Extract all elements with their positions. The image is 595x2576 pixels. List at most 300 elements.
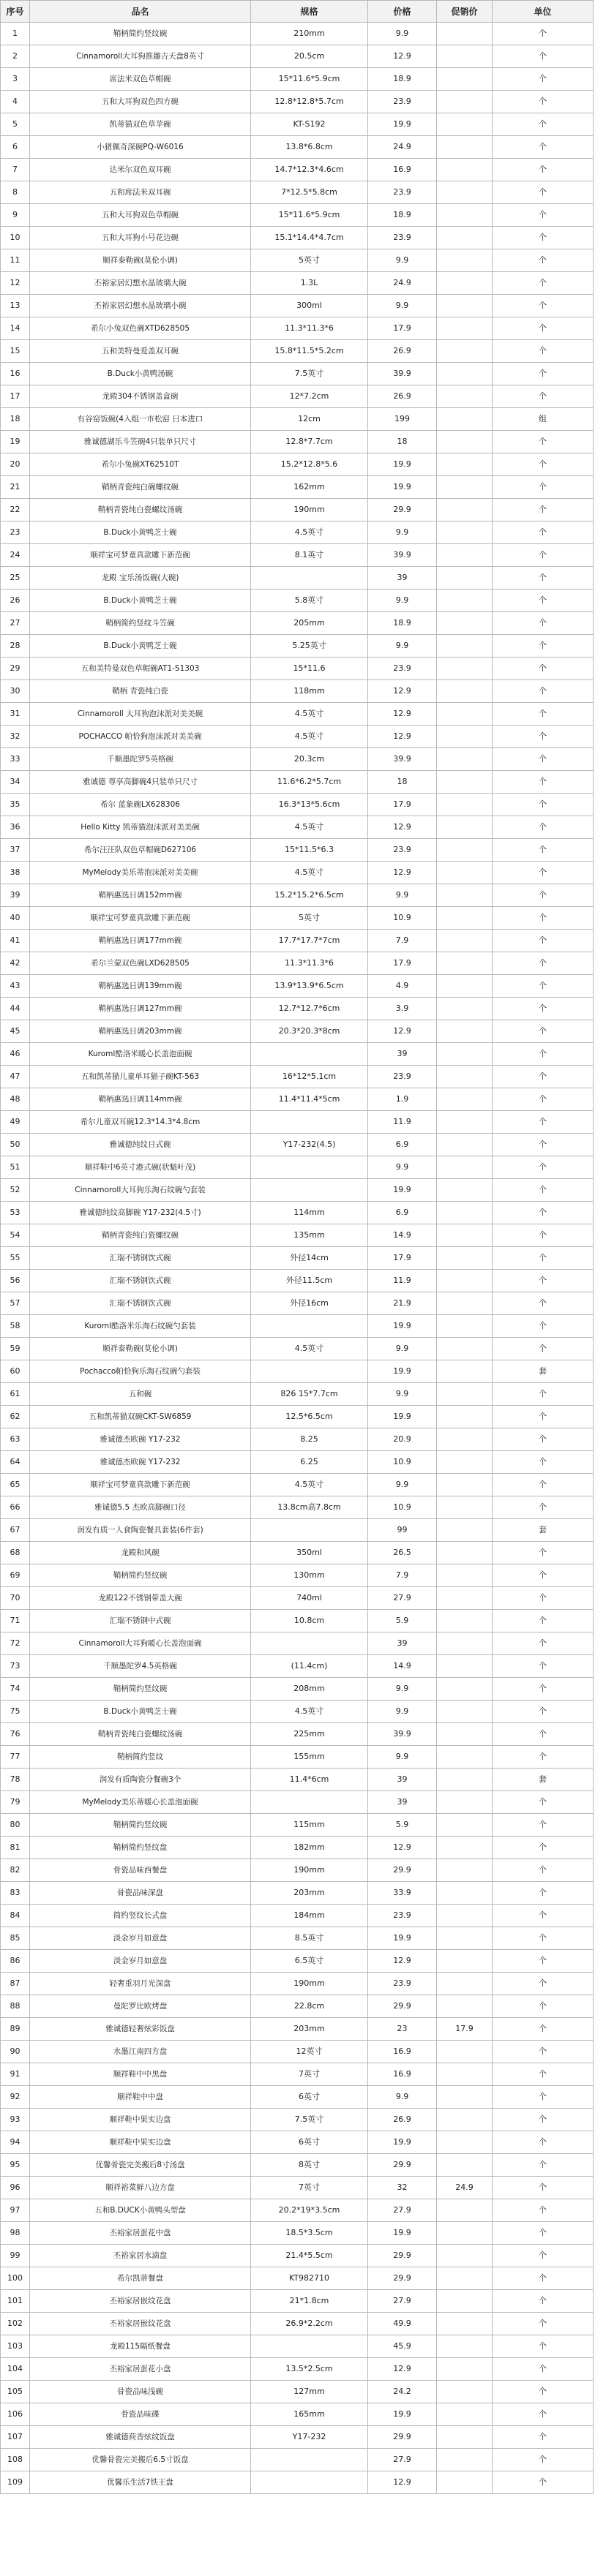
cell-spec[interactable]: 外径11.5cm — [251, 1270, 368, 1292]
cell-price[interactable]: 1.9 — [368, 1088, 437, 1111]
cell-product-name[interactable]: 雅诚德纯纹高脚碗 Y17-232(4.5寸) — [30, 1202, 251, 1224]
table-row[interactable] — [1, 952, 594, 975]
cell-product-name[interactable]: 鞘柄惠选日调114mm碗 — [30, 1088, 251, 1111]
cell-product-name[interactable]: Cinnamoroll 大耳狗泡沫派对美美碗 — [30, 703, 251, 726]
table-row[interactable] — [1, 1723, 594, 1746]
cell-unit[interactable]: 个 — [493, 884, 594, 907]
cell-spec[interactable]: 12.8*12.8*5.7cm — [251, 91, 368, 113]
table-row[interactable] — [1, 1610, 594, 1632]
cell-unit[interactable]: 个 — [493, 1859, 594, 1882]
table-row[interactable] — [1, 45, 594, 68]
cell-index[interactable]: 91 — [1, 2063, 30, 2086]
cell-index[interactable]: 99 — [1, 2245, 30, 2267]
cell-unit[interactable]: 个 — [493, 113, 594, 136]
table-row[interactable] — [1, 1791, 594, 1814]
cell-unit[interactable]: 个 — [493, 703, 594, 726]
cell-promo-price[interactable] — [437, 2222, 493, 2245]
cell-index[interactable]: 13 — [1, 295, 30, 317]
cell-index[interactable]: 54 — [1, 1224, 30, 1247]
cell-product-name[interactable]: 鞘柄简约竖纹碗 — [30, 23, 251, 45]
cell-price[interactable]: 23.9 — [368, 181, 437, 204]
cell-unit[interactable]: 个 — [493, 1814, 594, 1837]
cell-price[interactable]: 17.9 — [368, 794, 437, 816]
cell-product-name[interactable]: 丕裕家居水滴盘 — [30, 2245, 251, 2267]
table-row[interactable] — [1, 907, 594, 930]
cell-product-name[interactable]: 希尔小兔碗XT62510T — [30, 453, 251, 476]
table-row[interactable] — [1, 794, 594, 816]
cell-promo-price[interactable] — [437, 2109, 493, 2131]
cell-unit[interactable]: 个 — [493, 612, 594, 635]
cell-unit[interactable]: 个 — [493, 295, 594, 317]
cell-product-name[interactable]: 希尔凯蒂餐盘 — [30, 2267, 251, 2290]
cell-product-name[interactable]: 五和大耳狗双色草帽碗 — [30, 204, 251, 227]
cell-price[interactable]: 11.9 — [368, 1111, 437, 1134]
cell-product-name[interactable]: Cinnamoroll大耳狗暖心长盖泡面碗 — [30, 1632, 251, 1655]
cell-unit[interactable]: 个 — [493, 2449, 594, 2471]
cell-promo-price[interactable] — [437, 2290, 493, 2313]
cell-spec[interactable]: 114mm — [251, 1202, 368, 1224]
cell-spec[interactable]: 6.5英寸 — [251, 1950, 368, 1973]
cell-index[interactable]: 27 — [1, 612, 30, 635]
table-row[interactable] — [1, 1202, 594, 1224]
cell-promo-price[interactable] — [437, 136, 493, 159]
cell-price[interactable]: 9.9 — [368, 1383, 437, 1406]
cell-promo-price[interactable] — [437, 113, 493, 136]
table-row[interactable] — [1, 363, 594, 385]
cell-product-name[interactable]: 顺祥宝可梦童真款雕下新范碗 — [30, 1474, 251, 1496]
cell-unit[interactable]: 个 — [493, 2063, 594, 2086]
cell-price[interactable]: 24.9 — [368, 136, 437, 159]
cell-spec[interactable] — [251, 1791, 368, 1814]
header-unit[interactable]: 单位 — [493, 1, 594, 23]
cell-price[interactable]: 19.9 — [368, 2222, 437, 2245]
cell-price[interactable]: 29.9 — [368, 499, 437, 521]
cell-promo-price[interactable] — [437, 1292, 493, 1315]
cell-price[interactable]: 9.9 — [368, 590, 437, 612]
cell-price[interactable]: 9.9 — [368, 521, 437, 544]
cell-price[interactable]: 199 — [368, 408, 437, 431]
cell-unit[interactable]: 套 — [493, 1769, 594, 1791]
cell-promo-price[interactable] — [437, 2041, 493, 2063]
header-product-name[interactable]: 品名 — [30, 1, 251, 23]
cell-price[interactable]: 9.9 — [368, 884, 437, 907]
cell-index[interactable]: 4 — [1, 91, 30, 113]
table-row[interactable] — [1, 2449, 594, 2471]
table-row[interactable] — [1, 1406, 594, 1428]
table-row[interactable] — [1, 1315, 594, 1338]
header-index[interactable]: 序号 — [1, 1, 30, 23]
cell-unit[interactable]: 个 — [493, 2018, 594, 2041]
cell-unit[interactable]: 个 — [493, 272, 594, 295]
cell-promo-price[interactable] — [437, 1769, 493, 1791]
cell-spec[interactable]: 18.5*3.5cm — [251, 2222, 368, 2245]
cell-index[interactable]: 84 — [1, 1905, 30, 1927]
cell-unit[interactable]: 个 — [493, 2199, 594, 2222]
cell-index[interactable]: 64 — [1, 1451, 30, 1474]
cell-price[interactable]: 24.9 — [368, 272, 437, 295]
cell-price[interactable]: 6.9 — [368, 1134, 437, 1156]
cell-index[interactable]: 28 — [1, 635, 30, 658]
cell-index[interactable]: 100 — [1, 2267, 30, 2290]
cell-product-name[interactable]: 雅诚德 尊享高脚碗4只装单只尺寸 — [30, 771, 251, 794]
cell-index[interactable]: 73 — [1, 1655, 30, 1678]
cell-spec[interactable]: 11.4*11.4*5cm — [251, 1088, 368, 1111]
table-row[interactable] — [1, 2313, 594, 2335]
cell-promo-price[interactable] — [437, 2381, 493, 2403]
cell-unit[interactable]: 个 — [493, 635, 594, 658]
cell-promo-price[interactable] — [437, 1882, 493, 1905]
cell-price[interactable]: 26.9 — [368, 385, 437, 408]
cell-promo-price[interactable] — [437, 544, 493, 567]
cell-price[interactable]: 27.9 — [368, 1587, 437, 1610]
cell-price[interactable]: 9.9 — [368, 1156, 437, 1179]
cell-product-name[interactable]: 希尔 蓝象碗LX628306 — [30, 794, 251, 816]
cell-product-name[interactable]: 顺祥鞋中果实边盘 — [30, 2131, 251, 2154]
cell-product-name[interactable]: 鞘柄青瓷纯白瓷螺纹汤碗 — [30, 1723, 251, 1746]
cell-product-name[interactable]: 丕裕家居幻想水晶玻璃小碗 — [30, 295, 251, 317]
cell-spec[interactable]: 11.3*11.3*6 — [251, 952, 368, 975]
cell-index[interactable]: 75 — [1, 1701, 30, 1723]
cell-price[interactable]: 32 — [368, 2177, 437, 2199]
cell-product-name[interactable]: 希尔儿童双耳碗12.3*14.3*4.8cm — [30, 1111, 251, 1134]
table-row[interactable] — [1, 1859, 594, 1882]
cell-spec[interactable] — [251, 1315, 368, 1338]
cell-price[interactable]: 16.9 — [368, 2041, 437, 2063]
cell-promo-price[interactable] — [437, 703, 493, 726]
table-row[interactable] — [1, 249, 594, 272]
cell-price[interactable]: 12.9 — [368, 726, 437, 748]
header-price[interactable]: 价格 — [368, 1, 437, 23]
table-row[interactable] — [1, 1428, 594, 1451]
cell-price[interactable]: 19.9 — [368, 1315, 437, 1338]
cell-unit[interactable]: 个 — [493, 385, 594, 408]
cell-price[interactable]: 27.9 — [368, 2290, 437, 2313]
cell-unit[interactable]: 个 — [493, 975, 594, 998]
cell-unit[interactable]: 个 — [493, 2109, 594, 2131]
cell-price[interactable]: 24.2 — [368, 2381, 437, 2403]
cell-index[interactable]: 22 — [1, 499, 30, 521]
cell-product-name[interactable]: 龙殿115隔纸餐盘 — [30, 2335, 251, 2358]
cell-promo-price[interactable] — [437, 340, 493, 363]
cell-index[interactable]: 18 — [1, 408, 30, 431]
cell-promo-price[interactable] — [437, 1791, 493, 1814]
table-row[interactable] — [1, 1655, 594, 1678]
cell-product-name[interactable]: 希尔兰蒙双色碗LXD628505 — [30, 952, 251, 975]
cell-spec[interactable]: 155mm — [251, 1746, 368, 1769]
cell-index[interactable]: 78 — [1, 1769, 30, 1791]
cell-index[interactable]: 30 — [1, 680, 30, 703]
cell-unit[interactable]: 个 — [493, 1043, 594, 1066]
table-row[interactable] — [1, 1814, 594, 1837]
table-row[interactable] — [1, 1156, 594, 1179]
cell-index[interactable]: 80 — [1, 1814, 30, 1837]
table-row[interactable] — [1, 431, 594, 453]
cell-index[interactable]: 66 — [1, 1496, 30, 1519]
cell-price[interactable]: 39 — [368, 567, 437, 590]
cell-unit[interactable]: 个 — [493, 816, 594, 839]
cell-spec[interactable]: 15*11.6 — [251, 658, 368, 680]
cell-product-name[interactable]: 顺祥鞋中中黑盘 — [30, 2063, 251, 2086]
cell-price[interactable]: 39.9 — [368, 363, 437, 385]
cell-promo-price[interactable] — [437, 567, 493, 590]
cell-unit[interactable]: 个 — [493, 1701, 594, 1723]
cell-spec[interactable]: 11.3*11.3*6 — [251, 317, 368, 340]
table-row[interactable] — [1, 1519, 594, 1542]
cell-index[interactable]: 92 — [1, 2086, 30, 2109]
cell-price[interactable]: 9.9 — [368, 1678, 437, 1701]
cell-spec[interactable]: 20.3*20.3*8cm — [251, 1020, 368, 1043]
cell-price[interactable]: 23.9 — [368, 1905, 437, 1927]
cell-unit[interactable]: 个 — [493, 68, 594, 91]
cell-spec[interactable]: 8.25 — [251, 1428, 368, 1451]
cell-price[interactable]: 29.9 — [368, 2245, 437, 2267]
cell-price[interactable]: 9.9 — [368, 1746, 437, 1769]
cell-index[interactable]: 8 — [1, 181, 30, 204]
cell-price[interactable]: 39 — [368, 1769, 437, 1791]
table-row[interactable] — [1, 1043, 594, 1066]
cell-promo-price[interactable] — [437, 2449, 493, 2471]
cell-price[interactable]: 3.9 — [368, 998, 437, 1020]
cell-spec[interactable]: 4.5英寸 — [251, 521, 368, 544]
cell-promo-price[interactable] — [437, 1224, 493, 1247]
cell-price[interactable]: 10.9 — [368, 1451, 437, 1474]
cell-product-name[interactable]: 鞘柄简约竖纹斗笠碗 — [30, 612, 251, 635]
cell-product-name[interactable]: 龙殿122不锈钢带盖大碗 — [30, 1587, 251, 1610]
cell-product-name[interactable]: 雅诚德杰欧碗 Y17-232 — [30, 1451, 251, 1474]
cell-spec[interactable]: 184mm — [251, 1905, 368, 1927]
cell-price[interactable]: 11.9 — [368, 1270, 437, 1292]
cell-spec[interactable] — [251, 1156, 368, 1179]
cell-product-name[interactable]: Cinnamoroll大耳狗乐淘石纹碗勺套装 — [30, 1179, 251, 1202]
cell-promo-price[interactable] — [437, 2335, 493, 2358]
cell-spec[interactable]: 4.5英寸 — [251, 1701, 368, 1723]
cell-unit[interactable]: 个 — [493, 1088, 594, 1111]
cell-product-name[interactable]: 顺祥泰勒碗(莫伦小调) — [30, 249, 251, 272]
cell-price[interactable]: 19.9 — [368, 476, 437, 499]
cell-unit[interactable]: 个 — [493, 1791, 594, 1814]
table-row[interactable] — [1, 1088, 594, 1111]
cell-spec[interactable]: 6英寸 — [251, 2086, 368, 2109]
cell-price[interactable]: 9.9 — [368, 635, 437, 658]
cell-unit[interactable]: 个 — [493, 1179, 594, 1202]
table-row[interactable] — [1, 2267, 594, 2290]
cell-price[interactable]: 45.9 — [368, 2335, 437, 2358]
cell-spec[interactable]: 225mm — [251, 1723, 368, 1746]
cell-product-name[interactable]: 顺祥鞋中中盘 — [30, 2086, 251, 2109]
cell-spec[interactable]: 11.6*6.2*5.7cm — [251, 771, 368, 794]
cell-promo-price[interactable] — [437, 726, 493, 748]
cell-product-name[interactable]: 鞘柄青瓷纯白碗螺纹碗 — [30, 476, 251, 499]
cell-index[interactable]: 21 — [1, 476, 30, 499]
cell-spec[interactable]: 21*1.8cm — [251, 2290, 368, 2313]
cell-promo-price[interactable] — [437, 1950, 493, 1973]
cell-spec[interactable]: 15.8*11.5*5.2cm — [251, 340, 368, 363]
table-row[interactable] — [1, 1224, 594, 1247]
cell-unit[interactable]: 个 — [493, 1156, 594, 1179]
cell-unit[interactable]: 个 — [493, 1474, 594, 1496]
cell-price[interactable]: 12.9 — [368, 1950, 437, 1973]
cell-unit[interactable]: 个 — [493, 204, 594, 227]
cell-spec[interactable]: 6英寸 — [251, 2131, 368, 2154]
table-row[interactable] — [1, 1701, 594, 1723]
cell-spec[interactable]: 13.8*6.8cm — [251, 136, 368, 159]
cell-index[interactable]: 61 — [1, 1383, 30, 1406]
cell-spec[interactable]: 14.7*12.3*4.6cm — [251, 159, 368, 181]
cell-unit[interactable]: 个 — [493, 363, 594, 385]
cell-price[interactable]: 39 — [368, 1043, 437, 1066]
cell-promo-price[interactable] — [437, 748, 493, 771]
cell-product-name[interactable]: 鞘柄惠选日调152mm碗 — [30, 884, 251, 907]
cell-unit[interactable]: 个 — [493, 1134, 594, 1156]
cell-promo-price[interactable] — [437, 385, 493, 408]
cell-product-name[interactable]: 希尔汪汪队双色草帽碗D627106 — [30, 839, 251, 862]
cell-unit[interactable]: 个 — [493, 521, 594, 544]
cell-product-name[interactable]: B.Duck小黄鸭芝士碗 — [30, 521, 251, 544]
cell-index[interactable]: 77 — [1, 1746, 30, 1769]
cell-promo-price[interactable] — [437, 1428, 493, 1451]
cell-promo-price[interactable] — [437, 1247, 493, 1270]
table-row[interactable] — [1, 1270, 594, 1292]
cell-price[interactable]: 27.9 — [368, 2449, 437, 2471]
table-row[interactable] — [1, 726, 594, 748]
cell-promo-price[interactable] — [437, 499, 493, 521]
cell-spec[interactable] — [251, 1043, 368, 1066]
cell-price[interactable]: 18.9 — [368, 612, 437, 635]
cell-product-name[interactable]: 鞘柄简约竖纹碗 — [30, 1564, 251, 1587]
table-row[interactable] — [1, 771, 594, 794]
cell-product-name[interactable]: Cinnamoroll大耳狗推趣吉天盘8英寸 — [30, 45, 251, 68]
cell-spec[interactable]: 13.5*2.5cm — [251, 2358, 368, 2381]
table-row[interactable] — [1, 136, 594, 159]
header-spec[interactable]: 规格 — [251, 1, 368, 23]
cell-product-name[interactable]: 骨瓷品味深盘 — [30, 1882, 251, 1905]
cell-promo-price[interactable] — [437, 2471, 493, 2494]
cell-unit[interactable]: 个 — [493, 1837, 594, 1859]
cell-spec[interactable]: 4.5英寸 — [251, 862, 368, 884]
cell-product-name[interactable]: 五和美特曼爱盖双耳碗 — [30, 340, 251, 363]
cell-unit[interactable]: 个 — [493, 1451, 594, 1474]
cell-promo-price[interactable] — [437, 930, 493, 952]
cell-product-name[interactable]: 小猪佩奇深碗PQ-W6016 — [30, 136, 251, 159]
cell-price[interactable]: 17.9 — [368, 1247, 437, 1270]
cell-unit[interactable]: 个 — [493, 1882, 594, 1905]
cell-product-name[interactable]: 五和凯蒂猫儿童单耳猫子碗KT-563 — [30, 1066, 251, 1088]
cell-index[interactable]: 38 — [1, 862, 30, 884]
cell-promo-price[interactable] — [437, 1973, 493, 1995]
cell-product-name[interactable]: 丕裕家居蛋花小盘 — [30, 2358, 251, 2381]
cell-promo-price[interactable] — [437, 1202, 493, 1224]
cell-product-name[interactable]: 骨瓷品味西餐盘 — [30, 1859, 251, 1882]
cell-spec[interactable]: 7.5英寸 — [251, 363, 368, 385]
cell-spec[interactable]: 12.8*7.7cm — [251, 431, 368, 453]
cell-unit[interactable]: 个 — [493, 2222, 594, 2245]
table-row[interactable] — [1, 1950, 594, 1973]
cell-unit[interactable]: 个 — [493, 590, 594, 612]
cell-unit[interactable]: 套 — [493, 1360, 594, 1383]
table-row[interactable] — [1, 159, 594, 181]
cell-product-name[interactable]: 鞘柄惠选日调139mm碗 — [30, 975, 251, 998]
cell-product-name[interactable]: POCHACCO 帕恰狗泡沫派对美美碗 — [30, 726, 251, 748]
cell-spec[interactable]: 300ml — [251, 295, 368, 317]
table-row[interactable] — [1, 2426, 594, 2449]
table-row[interactable] — [1, 1338, 594, 1360]
cell-unit[interactable]: 个 — [493, 453, 594, 476]
cell-unit[interactable]: 个 — [493, 1995, 594, 2018]
cell-price[interactable]: 99 — [368, 1519, 437, 1542]
cell-price[interactable]: 18.9 — [368, 204, 437, 227]
cell-price[interactable]: 14.9 — [368, 1224, 437, 1247]
cell-product-name[interactable]: 五和美特曼双色草帽碗AT1-S1303 — [30, 658, 251, 680]
cell-promo-price[interactable] — [437, 1701, 493, 1723]
cell-promo-price[interactable] — [437, 1905, 493, 1927]
cell-product-name[interactable]: Hello Kitty 凯蒂猫泡沫派对美美碗 — [30, 816, 251, 839]
cell-spec[interactable]: Y17-232(4.5) — [251, 1134, 368, 1156]
cell-unit[interactable]: 个 — [493, 1338, 594, 1360]
cell-spec[interactable]: 16.3*13*5.6cm — [251, 794, 368, 816]
cell-unit[interactable]: 个 — [493, 2245, 594, 2267]
cell-index[interactable]: 98 — [1, 2222, 30, 2245]
cell-promo-price[interactable] — [437, 1360, 493, 1383]
cell-product-name[interactable]: 五和碗 — [30, 1383, 251, 1406]
cell-index[interactable]: 48 — [1, 1088, 30, 1111]
cell-unit[interactable]: 个 — [493, 2426, 594, 2449]
table-row[interactable] — [1, 1973, 594, 1995]
table-row[interactable] — [1, 2041, 594, 2063]
cell-product-name[interactable]: 五和席法米双耳碗 — [30, 181, 251, 204]
cell-spec[interactable] — [251, 1111, 368, 1134]
cell-product-name[interactable]: 顺祥鞋中6英寸港式碗(状魁叶茂) — [30, 1156, 251, 1179]
cell-spec[interactable]: 4.5英寸 — [251, 1474, 368, 1496]
cell-promo-price[interactable] — [437, 1564, 493, 1587]
cell-unit[interactable]: 个 — [493, 544, 594, 567]
cell-unit[interactable]: 个 — [493, 181, 594, 204]
cell-spec[interactable]: 26.9*2.2cm — [251, 2313, 368, 2335]
cell-product-name[interactable]: 鞘柄惠选日调203mm碗 — [30, 1020, 251, 1043]
cell-price[interactable]: 19.9 — [368, 113, 437, 136]
table-row[interactable] — [1, 1882, 594, 1905]
cell-unit[interactable]: 套 — [493, 1519, 594, 1542]
cell-spec[interactable]: (11.4cm) — [251, 1655, 368, 1678]
cell-product-name[interactable]: 简约竖纹长式盘 — [30, 1905, 251, 1927]
cell-index[interactable]: 105 — [1, 2381, 30, 2403]
cell-unit[interactable]: 个 — [493, 317, 594, 340]
cell-index[interactable]: 1 — [1, 23, 30, 45]
cell-spec[interactable]: 17.7*17.7*7cm — [251, 930, 368, 952]
cell-spec[interactable] — [251, 2335, 368, 2358]
cell-unit[interactable]: 个 — [493, 1927, 594, 1950]
cell-price[interactable]: 16.9 — [368, 159, 437, 181]
cell-product-name[interactable]: 鞘柄惠选日调127mm碗 — [30, 998, 251, 1020]
cell-price[interactable]: 12.9 — [368, 816, 437, 839]
cell-unit[interactable]: 个 — [493, 1224, 594, 1247]
cell-promo-price[interactable] — [437, 45, 493, 68]
cell-product-name[interactable]: 五和B.DUCK小黄鸭头型盘 — [30, 2199, 251, 2222]
cell-promo-price[interactable] — [437, 1496, 493, 1519]
cell-promo-price[interactable] — [437, 1995, 493, 2018]
cell-index[interactable]: 57 — [1, 1292, 30, 1315]
cell-price[interactable]: 12.9 — [368, 703, 437, 726]
cell-spec[interactable]: 6.25 — [251, 1451, 368, 1474]
cell-index[interactable]: 63 — [1, 1428, 30, 1451]
cell-promo-price[interactable] — [437, 1066, 493, 1088]
cell-index[interactable]: 9 — [1, 204, 30, 227]
cell-product-name[interactable]: 希尔小兔双色碗XTD628505 — [30, 317, 251, 340]
cell-price[interactable]: 14.9 — [368, 1655, 437, 1678]
cell-promo-price[interactable] — [437, 1542, 493, 1564]
cell-unit[interactable]: 个 — [493, 1950, 594, 1973]
table-row[interactable] — [1, 317, 594, 340]
cell-unit[interactable]: 个 — [493, 2335, 594, 2358]
